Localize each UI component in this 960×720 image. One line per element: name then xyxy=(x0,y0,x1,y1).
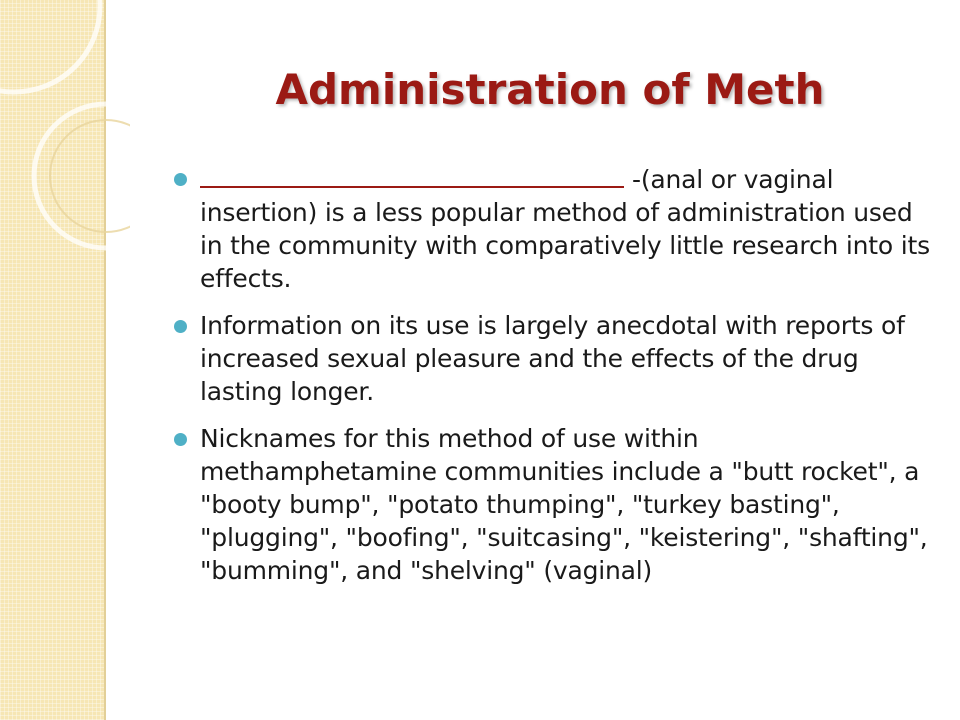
bullet-item xyxy=(168,422,938,587)
bullet-item xyxy=(168,162,938,295)
bullet-icon xyxy=(174,173,187,186)
bullet-text: -(anal or vaginal insertion) is a less popular method of administration used in the community with comparatively little research into its effects. xyxy=(200,165,930,293)
bullet-icon xyxy=(174,320,187,333)
bullet-item xyxy=(168,309,938,408)
slide-title: Administration of Meth xyxy=(275,65,825,114)
bullet-icon xyxy=(174,433,187,446)
fill-in-blank xyxy=(200,162,624,188)
bullet-list xyxy=(168,162,938,601)
decorative-rings-icon xyxy=(0,0,130,260)
bullet-text: Information on its use is largely anecdotal with reports of increased sexual pleasure and the effects of the drug lasting longer. xyxy=(200,311,905,406)
bullet-text: Nicknames for this method of use within methamphetamine communities include a "butt rocket", a "booty bump", "potato thumping", "turkey basting", "plugging", "boofing", "suitcasing", "keistering", "shafting", "bumming", and "shelving" (vaginal) xyxy=(200,424,928,585)
